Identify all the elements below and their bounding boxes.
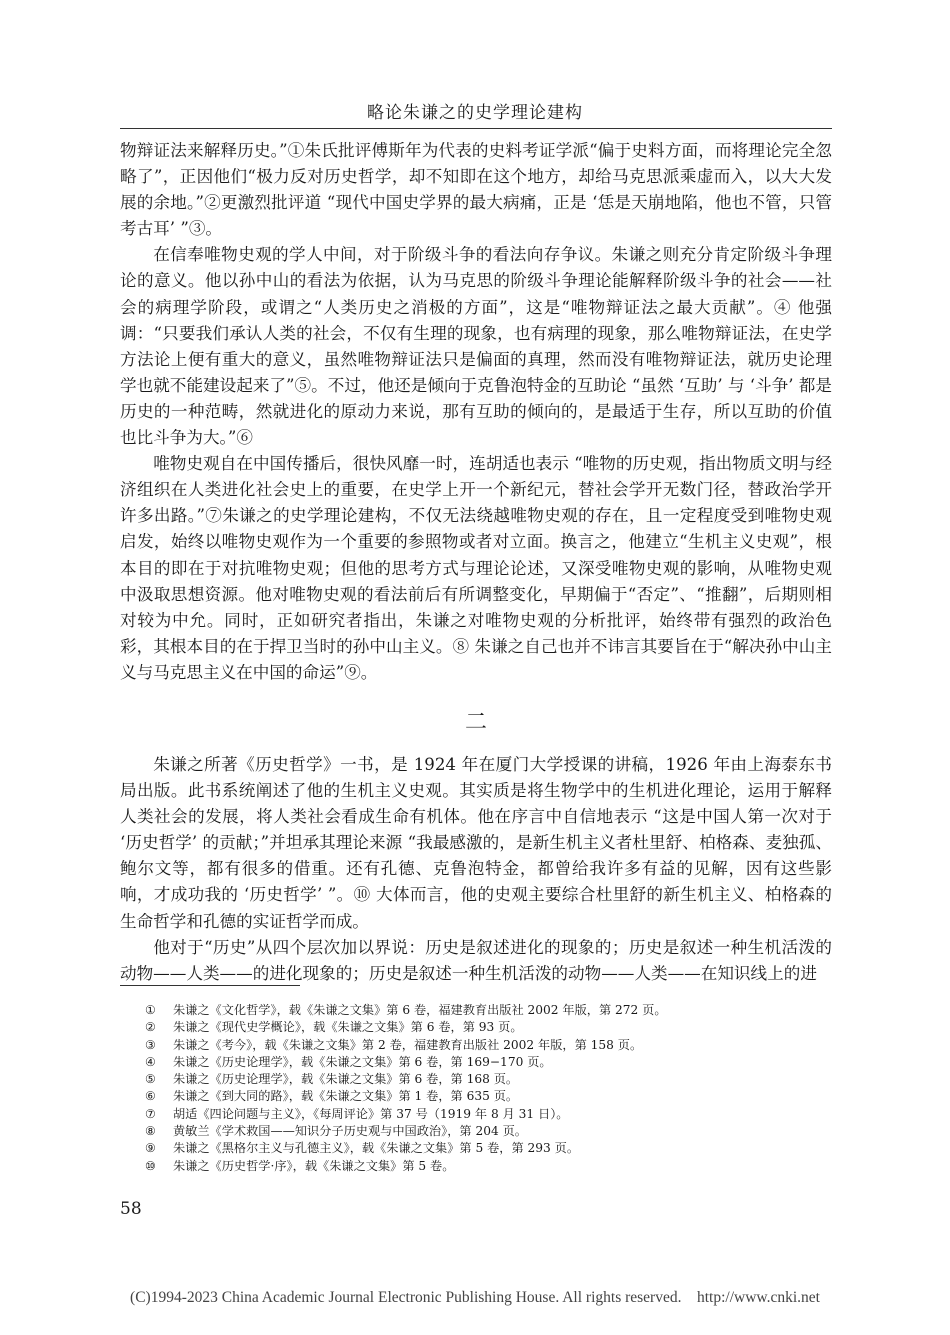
footnote-text: 朱谦之《文化哲学》，载《朱谦之文集》第 6 卷，福建教育出版社 2002 年版，第 272 页。 <box>173 1003 667 1017</box>
footnote <box>145 1123 835 1140</box>
footnote-text: 朱谦之《黑格尔主义与孔德主义》，载《朱谦之文集》第 5 卷，第 293 页。 <box>173 1141 580 1156</box>
footnote-mark: ③ <box>145 1037 156 1052</box>
footnote-mark: ④ <box>145 1054 156 1069</box>
footnote-mark: ⑥ <box>145 1089 156 1104</box>
paragraph: 朱谦之所著《历史哲学》一书，是 1924 年在厦门大学授课的讲稿，1926 年由上海泰东书局出版。此书系统阐述了他的生机主义史观。其实质是将生物学中的生机进化理论，运用于解释人类社会的发展，将人类社会看成生命有机体。他在序言中自信地表示 “这是中国人第一次对于 ‘历史哲学’ 的贡献；”并坦承其理论来源 “我最感激的，是新生机主义者杜里舒、柏格森、麦独孤、鲍尔文等，都有很多的借重。还有孔德、克鲁泡特金，都曾给我许多有益的见解，因有这些影响，才成功我的 ‘历史哲学’ ”。⑩ 大体而言，他的史观主要综合杜里舒的新生机主义、柏格森的生命哲学和孔德的实证哲学而成。 <box>120 754 832 931</box>
paragraph: 物辩证法来解释历史。”①朱氏批评傅斯年为代表的史料考证学派“偏于史料方面，而将理论完全忽略了”，正因他们“极力反对历史哲学，却不知即在这个地方，却给马克思派乘虚而入，以大大发展的余地。”②更激烈批评道 “现代中国史学界的最大病痛，正是 ‘恁是天崩地陷，他也不管，只管考古耳’ ”③。 <box>120 141 832 239</box>
footnote-mark: ⑧ <box>145 1124 156 1139</box>
footnote <box>145 1019 835 1036</box>
footnote-text: 朱谦之《考今》，载《朱谦之文集》第 2 卷，福建教育出版社 2002 年版，第 158 页。 <box>173 1037 643 1052</box>
footnote-text: 朱谦之《现代史学概论》，载《朱谦之文集》第 6 卷，第 93 页。 <box>173 1020 523 1035</box>
body-text <box>120 138 832 987</box>
footnote-text: 黄敏兰《学术救国——知识分子历史观与中国政治》，第 204 页。 <box>173 1124 527 1139</box>
paragraph: 在信奉唯物史观的学人中间，对于阶级斗争的看法向存争议。朱谦之则充分肯定阶级斗争理论的意义。他以孙中山的看法为依据，认为马克思的阶级斗争理论能解释阶级斗争的社会——社会的病理学阶段，或谓之“人类历史之消极的方面”，这是“唯物辩证法之最大贡献”。④ 他强调：“只要我们承认人类的社会，不仅有生理的现象，也有病理的现象，那么唯物辩证法，在史学方法论上便有重大的意义，虽然唯物辩证法只是偏面的真理，然而没有唯物辩证法，就历史论理学也就不能建设起来了”⑤。不过，他还是倾向于克鲁泡特金的互助论 “虽然 ‘互助’ 与 ‘斗争’ 都是历史的一种范畴，然就进化的原动力来说，那有互助的倾向的，是最适于生存，所以互助的价值也比斗争为大。”⑥ <box>120 245 832 448</box>
footnote-text: 胡适《四论问题与主义》，《每周评论》第 37 号（1919 年 8 月 31 日）。 <box>173 1106 569 1121</box>
footnote <box>145 1002 835 1019</box>
footnote <box>145 1071 835 1088</box>
footnote-mark: ⑤ <box>145 1072 156 1087</box>
footnote-text: 朱谦之《到大同的路》，载《朱谦之文集》第 1 卷，第 635 页。 <box>173 1089 519 1104</box>
footnote-text: 朱谦之《历史哲学·序》，载《朱谦之文集》第 5 卷。 <box>173 1158 455 1173</box>
footnote <box>145 1106 835 1123</box>
paragraph: 他对于“历史”从四个层次加以界说：历史是叙述进化的现象的；历史是叙述一种生机活泼的动物——人类——的进化现象的；历史是叙述一种生机活泼的动物——人类——在知识线上的进 <box>120 937 832 983</box>
footnote <box>145 1088 835 1105</box>
footnote <box>145 1037 835 1054</box>
footnote <box>145 1054 835 1071</box>
footnote-mark: ⑦ <box>145 1106 156 1121</box>
section-heading: 二 <box>464 709 487 735</box>
footnotes <box>145 1002 835 1175</box>
footnote <box>145 1140 835 1157</box>
footnote-mark: ⑩ <box>145 1158 156 1173</box>
paragraph: 唯物史观自在中国传播后，很快风靡一时，连胡适也表示 “唯物的历史观，指出物质文明与经济组织在人类进化社会史上的重要，在史学上开一个新纪元，替社会学开无数门径，替政治学开许多出路。”⑦朱谦之的史学理论建构，不仅无法绕越唯物史观的存在，且一定程度受到唯物史观启发，始终以唯物史观作为一个重要的参照物或者对立面。换言之，他建立“生机主义史观”，根本目的即在于对抗唯物史观；但他的思考方式与理论论述，又深受唯物史观的影响，从唯物史观中汲取思想资源。他对唯物史观的看法前后有所调整变化，早期偏于“否定”、“推翻”，后期则相对较为中允。同时，正如研究者指出，朱谦之对唯物史观的分析批评，始终带有强烈的政治色彩，其根本目的在于捍卫当时的孙中山主义。⑧ 朱谦之自己也并不讳言其要旨在于“解决孙中山主义与马克思主义在中国的命运”⑨。 <box>120 454 832 682</box>
copyright-watermark: (C)1994-2023 China Academic Journal Electronic Publishing House. All rights reserved. http://www.cnki.net <box>130 1289 820 1306</box>
footnote-text: 朱谦之《历史论理学》，载《朱谦之文集》第 6 卷，第 168 页。 <box>173 1072 519 1087</box>
footnote-rule <box>120 985 300 986</box>
footnote-mark: ⑨ <box>145 1141 156 1156</box>
footnote-mark: ① <box>145 1003 156 1017</box>
running-header: 略论朱谦之的史学理论建构 <box>367 103 583 123</box>
footnote-mark: ② <box>145 1020 156 1035</box>
footnote <box>145 1158 835 1175</box>
footnote-text: 朱谦之《历史论理学》，载《朱谦之文集》第 6 卷，第 169−170 页。 <box>173 1054 552 1069</box>
page-number: 58 <box>120 1199 142 1219</box>
header-rule <box>120 128 832 129</box>
